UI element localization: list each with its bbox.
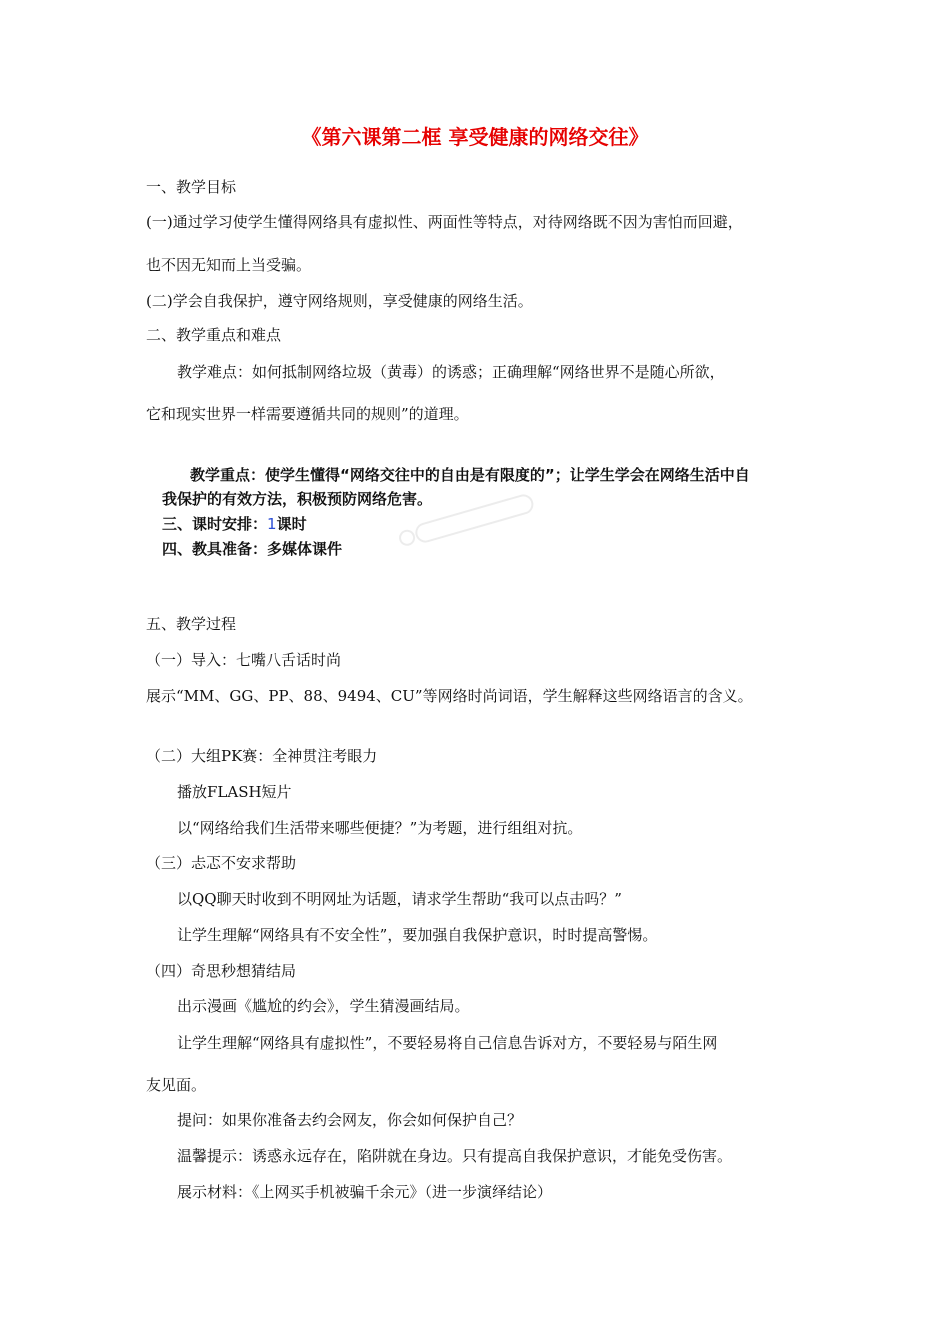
section-heading-objectives: 一、教学目标	[146, 178, 237, 196]
objective-1-line-1: (一)通过学习使学生懂得网络具有虚拟性、两面性等特点，对待网络既不因为害怕而回避，	[146, 213, 743, 231]
step-4-line-3: 提问：如果你准备去约会网友，你会如何保护自己？	[177, 1111, 523, 1129]
step-3-line-2: 让学生理解“网络具有不安全性”，要加强自我保护意识，时时提高警惕。	[177, 926, 658, 944]
keypoint-line-1: 教学重点：使学生懂得“网络交往中的自由是有限度的”；让学生学会在网络生活中自	[190, 466, 750, 484]
step-4-line-5: 展示材料：《上网买手机被骗千余元》（进一步演绎结论）	[177, 1183, 553, 1201]
schedule-label: 三、课时安排：	[162, 515, 268, 533]
schedule-number: 1	[267, 515, 277, 533]
step-1-heading: （一）导入：七嘴八舌话时尚	[146, 651, 342, 669]
step-3-heading: （三）忐忑不安求帮助	[146, 854, 297, 872]
document-title: 《第六课第二框 享受健康的网络交往》	[301, 125, 649, 149]
difficulty-line-1: 教学难点：如何抵制网络垃圾（黄毒）的诱惑；正确理解“网络世界不是随心所欲，	[177, 363, 725, 381]
section-heading-keypoints: 二、教学重点和难点	[146, 326, 282, 344]
objective-1-line-2: 也不因无知而上当受骗。	[146, 256, 312, 274]
step-4-heading: （四）奇思秒想猜结局	[146, 962, 297, 980]
step-4-line-1: 出示漫画《尴尬的约会》，学生猜漫画结局。	[177, 997, 470, 1015]
schedule-line	[162, 514, 307, 534]
difficulty-line-2: 它和现实世界一样需要遵循共同的规则”的道理。	[146, 405, 469, 423]
step-2-line-1: 播放FLASH短片	[177, 783, 292, 801]
step-4-line-2a: 让学生理解“网络具有虚拟性”，不要轻易将自己信息告诉对方，不要轻易与陌生网	[177, 1034, 718, 1052]
objective-2: (二)学会自我保护，遵守网络规则，享受健康的网络生活。	[146, 292, 533, 310]
step-4-line-4: 温馨提示：诱惑永远存在，陷阱就在身边。只有提高自我保护意识，才能免受伤害。	[177, 1147, 733, 1165]
step-2-line-2: 以“网络给我们生活带来哪些便捷？”为考题，进行组组对抗。	[177, 819, 583, 837]
schedule-unit: 课时	[276, 515, 307, 533]
section-heading-process: 五、教学过程	[146, 615, 237, 633]
step-3-line-1: 以QQ聊天时收到不明网址为话题，请求学生帮助“我可以点击吗？”	[177, 890, 622, 908]
step-4-line-2b: 友见面。	[146, 1076, 207, 1094]
step-2-heading: （二）大组PK赛：全神贯注考眼力	[146, 747, 378, 765]
keypoint-line-2: 我保护的有效方法，积极预防网络危害。	[162, 490, 433, 508]
teaching-aids: 四、教具准备：多媒体课件	[162, 540, 343, 558]
step-1-text: 展示“MM、GG、PP、88、9494、CU”等网络时尚词语，学生解释这些网络语言的含义。	[146, 687, 753, 705]
